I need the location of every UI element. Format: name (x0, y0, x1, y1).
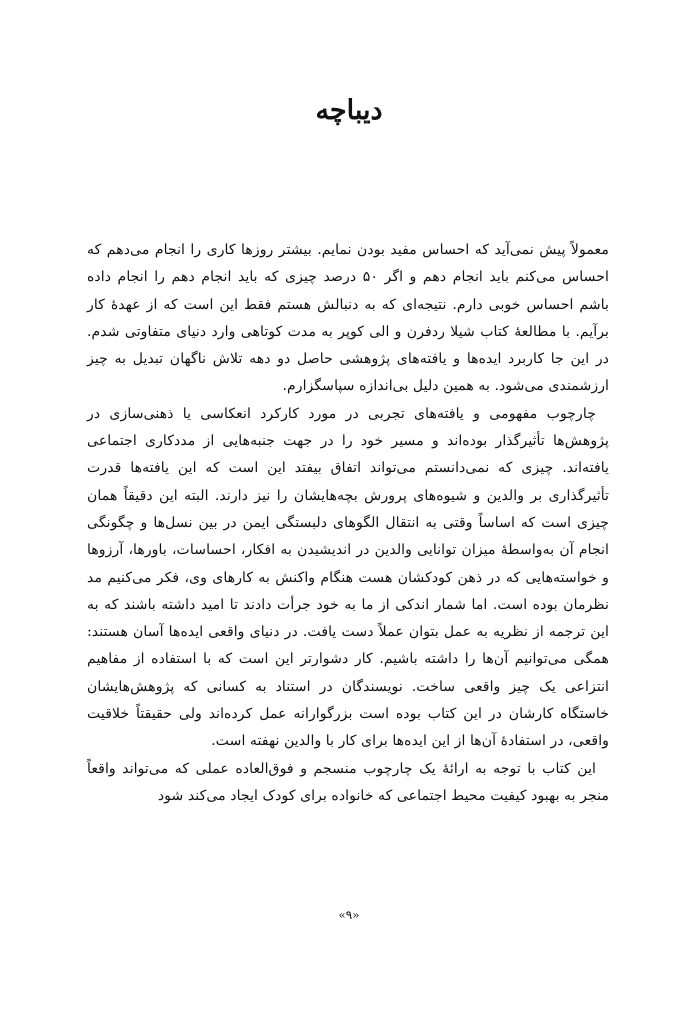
paragraph-2: چارچوب مفهومی و یافته‌های تجربی در مورد کارکرد انعکاسی یا ذهنی‌سازی در پژوهش‌ها تأثیرگذار بوده‌اند و مسیر خود را در جهت جنبه‌هایی از مددکاری اجتماعی یافته‌اند. چیزی که نمی‌دانستم می‌تواند اتفاق بیفتد این است که این یافته‌ها قدرت تأثیرگذاری بر والدین و شیوه‌های پرورش بچه‌هایشان را نیز دارند. البته این دقیقاً همان چیزی است که اساساً وقتی به انتقال الگوهای دلبستگی ایمن در بین نسل‌ها و چگونگی انجام آن به‌واسطهٔ میزان توانایی والدین در اندیشیدن به افکار، احساسات، باورها، آرزوها و خواسته‌هایی که در ذهن کودکشان هست هنگام واکنش به کارهای وی، فکر می‌کنیم مد نظرمان بوده است. اما شمار اندکی از ما به خود جرأت دادند تا امید داشته باشند که به این ترجمه از نظریه به عمل بتوان عملاً دست یافت. در دنیای واقعی ایده‌ها آسان هستند: همگی می‌توانیم آن‌ها را داشته باشیم. کار دشوارتر این است که با استفاده از مفاهیم انتزاعی یک چیز واقعی ساخت. نویسندگان در استناد به کسانی که پژوهش‌هایشان خاستگاه کارشان در این کتاب بوده است بزرگوارانه عمل کرده‌اند ولی حقیقتاً خلاقیت واقعی، در استفادهٔ آن‌ها از این ایده‌ها برای کار با والدین نهفته است. (87, 405, 609, 750)
chapter-title: دیباچه (315, 95, 383, 126)
paragraph-3: این کتاب با توجه به ارائهٔ یک چارچوب منسجم و فوق‌العاده عملی که می‌تواند واقعاً منجر به بهبود کیفیت محیط اجتماعی که خانواده برای کودک ایجاد می‌کند شود (87, 760, 609, 804)
paragraph-1: معمولاً پیش نمی‌آید که احساس مفید بودن نمایم. بیشتر روزها کاری را انجام می‌دهم که احساس می‌کنم باید انجام دهم و اگر ۵۰ درصد چیزی که باید انجام دهم را انجام داده باشم احساس خوبی دارم. نتیجه‌ای که به دنبالش هستم فقط این است که از عهدهٔ کار برآیم. با مطالعهٔ کتاب شیلا ردفرن و الی کوپر به مدت کوتاهی وارد دنیای متفاوتی شدم. در این جا کاربرد ایده‌ها و یافته‌های پژوهشی حاصل دو دهه تلاش ناگهان تبدیل به چیز ارزشمندی می‌شود. به همین دلیل بی‌اندازه سپاسگزارم. (87, 242, 609, 395)
page-number: «۹» (338, 908, 360, 922)
body-text (87, 237, 609, 810)
